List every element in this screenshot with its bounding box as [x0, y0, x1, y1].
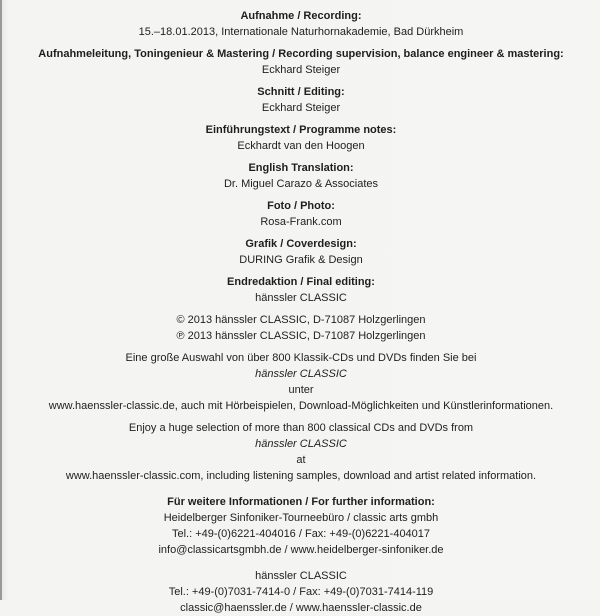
further-info-title: Für weitere Informationen / For further information: [167, 496, 435, 508]
further-info-block [2, 494, 600, 558]
copyright-c-line: © 2013 hänssler CLASSIC, D-71087 Holzgerlingen [176, 314, 426, 326]
credit-value: Eckhard Steiger [261, 64, 341, 76]
credit-title: Schnitt / Editing: [257, 86, 345, 98]
further-info-line: Tel.: +49-(0)6221-404016 / Fax: +49-(0)6221-404017 [171, 528, 431, 540]
credit-value: Rosa-Frank.com [260, 216, 342, 228]
credit-translation [2, 160, 600, 192]
credit-value: DURING Grafik & Design [239, 254, 363, 266]
credit-value: Eckhardt van den Hoogen [237, 140, 365, 152]
label-contact-line: classic@haenssler.de / www.haenssler-classic.de [180, 602, 422, 614]
copyright-block [2, 312, 600, 344]
english-catalog-note [2, 420, 600, 484]
german-note-line-2: www.haenssler-classic.de, auch mit Hörbeispielen, Download-Möglichkeiten und Künstlerinformationen. [48, 400, 554, 412]
credit-supervision [2, 46, 600, 78]
credit-cover-design [2, 236, 600, 268]
german-catalog-note [2, 350, 600, 414]
further-info-line: info@classicartsgmbh.de / www.heidelberger-sinfoniker.de [158, 544, 444, 556]
english-note-line-2: www.haenssler-classic.com, including listening samples, download and artist related information. [65, 470, 537, 482]
credit-value: Dr. Miguel Carazo & Associates [223, 178, 379, 190]
credit-editing [2, 84, 600, 116]
credit-photo [2, 198, 600, 230]
credit-title: Aufnahme / Recording: [240, 10, 362, 22]
german-note-line-1: Eine große Auswahl von über 800 Klassik-CDs und DVDs finden Sie bei hänssler CLASSIC unter [2, 350, 600, 398]
credit-final-editing [2, 274, 600, 306]
credit-title: Aufnahmeleitung, Toningenieur & Mastering / Recording supervision, balance engineer & mastering: [38, 48, 564, 60]
credit-recording [2, 8, 600, 40]
credit-value: Eckhard Steiger [261, 102, 341, 114]
credit-title: Foto / Photo: [267, 200, 335, 212]
label-contact-line: Tel.: +49-(0)7031-7414-0 / Fax: +49-(0)7031-7414-119 [168, 586, 434, 598]
credit-value: hänssler CLASSIC [255, 292, 347, 304]
credits-column [2, 8, 600, 616]
brand-name: hänssler CLASSIC [255, 368, 347, 380]
credit-value: 15.–18.01.2013, Internationale Naturhornakademie, Bad Dürkheim [138, 26, 464, 38]
credit-programme-notes [2, 122, 600, 154]
label-contact-block [2, 568, 600, 616]
further-info-line: Heidelberger Sinfoniker-Tourneebüro / classic arts gmbh [163, 512, 439, 524]
credit-title: Endredaktion / Final editing: [227, 276, 375, 288]
brand-name: hänssler CLASSIC [255, 438, 347, 450]
english-note-line-1: Enjoy a huge selection of more than 800 classical CDs and DVDs from hänssler CLASSIC at [2, 420, 600, 468]
credit-title: English Translation: [248, 162, 354, 174]
credit-title: Grafik / Coverdesign: [245, 238, 357, 250]
label-name: hänssler CLASSIC [255, 570, 347, 582]
credit-title: Einführungstext / Programme notes: [205, 124, 397, 136]
copyright-p-line: ℗ 2013 hänssler CLASSIC, D-71087 Holzgerlingen [176, 330, 426, 342]
